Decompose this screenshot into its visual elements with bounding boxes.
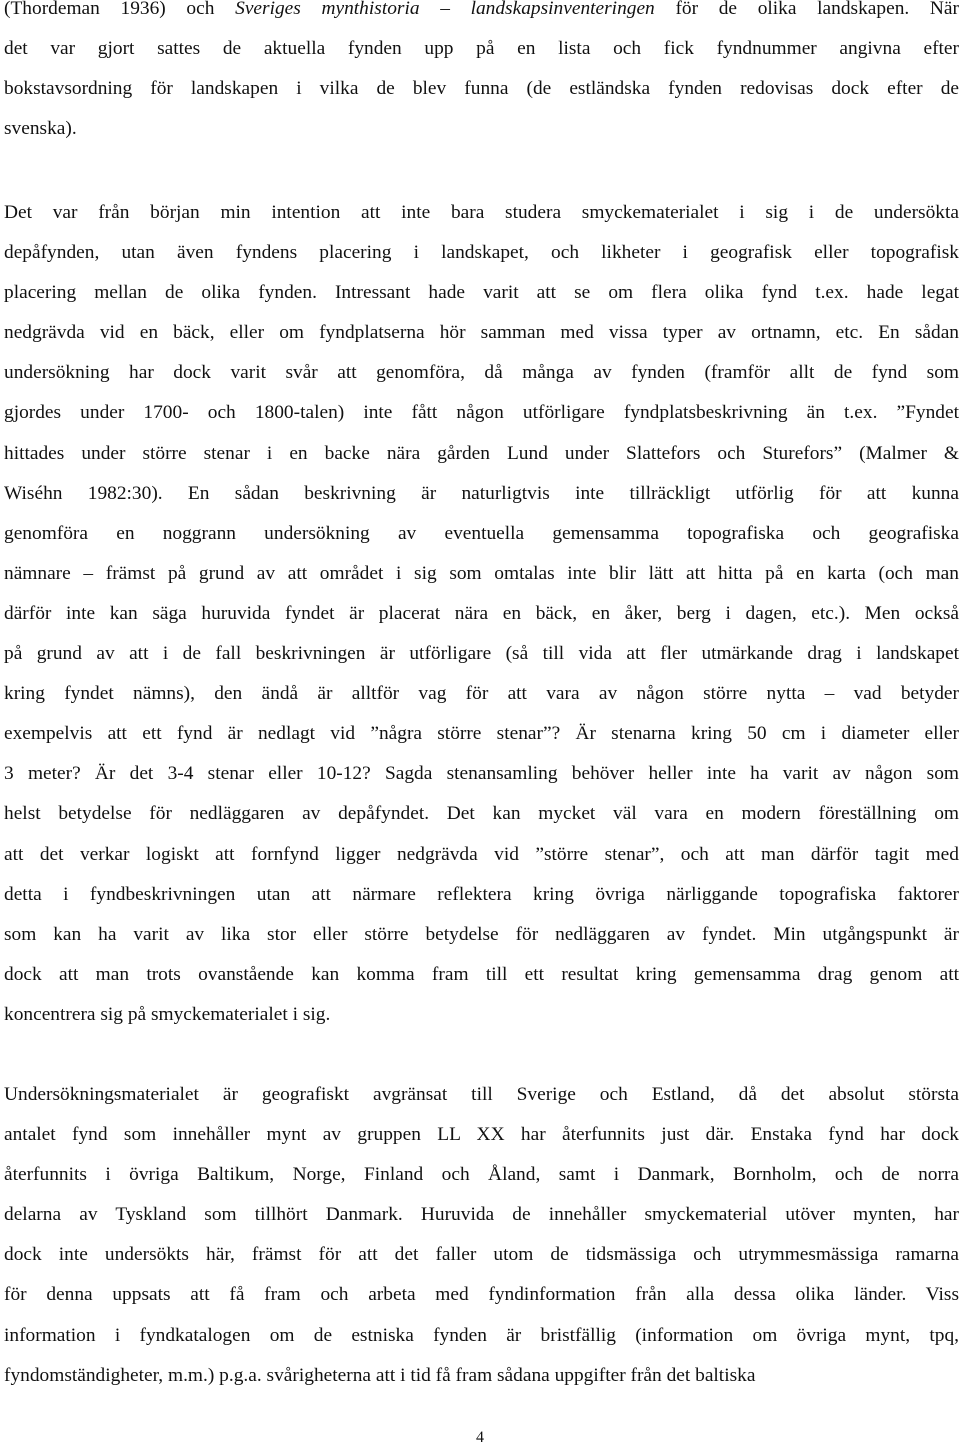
- text-line: Undersökningsmaterialet är geografiskt avgränsat till Sverige och Estland, då det absolut största: [4, 1084, 959, 1105]
- text-line: på grund av att i de fall beskrivningen är utförligare (så till vida att fler utmärkande drag i landskapet: [4, 643, 959, 665]
- text-line: för denna uppsats att få fram och arbeta med fyndinformation från alla dessa olika länder. Viss: [4, 1284, 959, 1306]
- text-line: dock att man trots ovanstående kan komma fram till ett resultat kring gemensamma drag genom att: [4, 963, 959, 985]
- text-line: fyndomständigheter, m.m.) p.g.a. svårigheterna att i tid få fram sådana uppgifter från det baltiska: [4, 1364, 756, 1386]
- text-line: detta i fyndbeskrivningen utan att närmare reflektera kring övriga närliggande topografiska faktorer: [4, 883, 959, 905]
- text-line: gjordes under 1700- och 1800-talen) inte fått någon utförligare fyndplatsbeskrivning än t.ex. ”Fyndet: [4, 402, 959, 424]
- text-line: depåfynden, utan även fyndens placering i landskapet, och likheter i geografisk eller topografisk: [4, 242, 959, 264]
- text-line: bokstavsordning för landskapen i vilka de blev funna (de estländska fynden redovisas dock efter de: [4, 78, 959, 100]
- text-line: som kan ha varit av lika stor eller större betydelse för nedläggaren av fyndet. Min utgångspunkt är: [4, 923, 959, 945]
- text-line: information i fyndkatalogen om de estniska fynden är bristfällig (information om övriga mynt, tpq,: [4, 1324, 959, 1346]
- text-line: antalet fynd som innehåller mynt av gruppen LL XX har återfunnits just där. Enstaka fynd har dock: [4, 1124, 959, 1146]
- text-line: helst betydelse för nedläggaren av depåfyndet. Det kan mycket väl vara en modern föreställning om: [4, 803, 959, 825]
- text-line: Wiséhn 1982:30). En sådan beskrivning är naturligtvis inte tillräckligt utförlig för att kunna: [4, 482, 959, 504]
- page-number: 4: [476, 1429, 484, 1446]
- text-line: delarna av Tyskland som tillhört Danmark. Huruvida de innehåller smyckematerial utöver mynten, har: [4, 1204, 959, 1226]
- text-line: dock inte undersökts här, främst för att det faller utom de tidsmässiga och utrymmesmässiga ramarna: [4, 1244, 959, 1266]
- paragraph-1: [4, 0, 959, 149]
- text-line: nedgrävda vid en bäck, eller om fyndplatserna hör samman med vissa typer av ortnamn, etc. En sådan: [4, 322, 959, 344]
- paragraph-3: [4, 1075, 959, 1396]
- text-line: genomföra en noggrann undersökning av eventuella gemensamma topografiska och geografiska: [4, 522, 959, 544]
- text-line: koncentrera sig på smyckematerialet i sig.: [4, 1003, 331, 1025]
- text-line: återfunnits i övriga Baltikum, Norge, Finland och Åland, samt i Danmark, Bornholm, och de norra: [4, 1164, 959, 1186]
- text-line: det var gjort sattes de aktuella fynden upp på en lista och fick fyndnummer angivna efter: [4, 38, 959, 60]
- text-line: placering mellan de olika fynden. Intressant hade varit att se om flera olika fynd t.ex. hade legat: [4, 282, 959, 304]
- italic-title: Sveriges mynthistoria – landskapsinventeringen: [235, 0, 655, 19]
- text-run: (Thordeman 1936) och: [4, 0, 236, 19]
- text-line: kring fyndet nämns), den ändå är alltför vag för att vara av någon större nytta – vad betyder: [4, 683, 959, 705]
- text-run: för de olika landskapen. När: [654, 0, 959, 19]
- text-line: att det verkar logiskt att fornfynd ligger nedgrävda vid ”större stenar”, och att man därför tagit med: [4, 843, 959, 865]
- text-line: exempelvis att ett fynd är nedlagt vid ”några större stenar”? Är stenarna kring 50 cm i diameter eller: [4, 723, 959, 745]
- text-line: undersökning har dock varit svår att genomföra, då många av fynden (framför allt de fynd som: [4, 362, 959, 384]
- text-line: Det var från början min intention att inte bara studera smyckematerialet i sig i de undersökta: [4, 202, 959, 223]
- text-line: [4, 0, 959, 29]
- text-line: därför inte kan säga huruvida fyndet är placerat nära en bäck, en åker, berg i dagen, etc.). Men också: [4, 602, 959, 624]
- text-line: 3 meter? Är det 3-4 stenar eller 10-12? Sagda stenansamling behöver heller inte ha varit av någon som: [4, 763, 959, 785]
- paragraph-2: [4, 193, 959, 1035]
- text-line: hittades under större stenar i en backe nära gården Lund under Slattefors och Sturefors” (Malmer &: [4, 442, 959, 464]
- text-line: nämnare – främst på grund av att området i sig som omtalas inte blir lätt att hitta på en karta (och man: [4, 562, 959, 584]
- text-line: svenska).: [4, 118, 77, 140]
